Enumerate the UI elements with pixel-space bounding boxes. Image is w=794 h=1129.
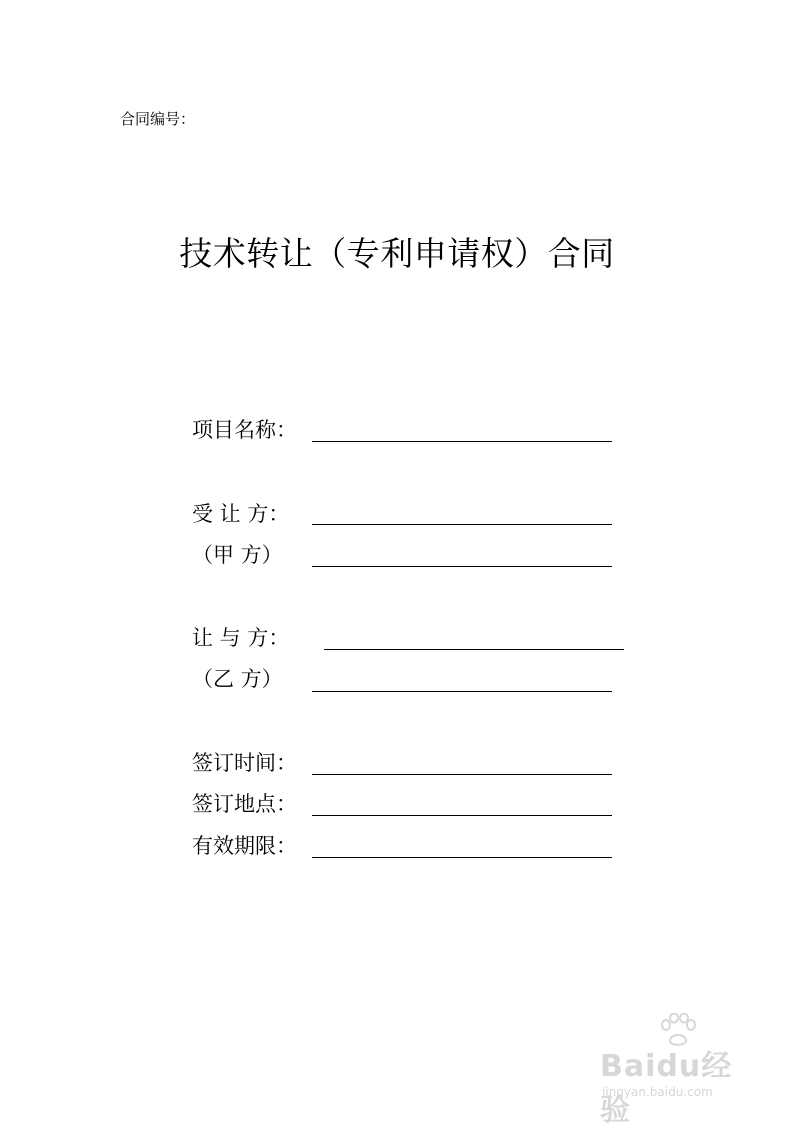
project-name-label: 项目名称： bbox=[192, 418, 297, 442]
baidu-jingyan-watermark bbox=[600, 1013, 750, 1128]
sign-place-label: 签订地点： bbox=[192, 792, 297, 816]
party-a-label: （甲 方） bbox=[192, 543, 283, 567]
sign-place-blank[interactable] bbox=[312, 815, 612, 816]
page-title: 技术转让（专利申请权）合同 bbox=[179, 234, 615, 273]
contract-number-label: 合同编号： bbox=[120, 110, 196, 128]
watermark-logo-text: Baidu经验 bbox=[600, 1049, 733, 1128]
sign-date-label: 签订时间： bbox=[192, 751, 297, 775]
transferee-label: 受 让 方： bbox=[192, 502, 290, 526]
transferee-blank[interactable] bbox=[312, 524, 612, 525]
sign-date-blank[interactable] bbox=[312, 774, 612, 775]
project-name-blank[interactable] bbox=[312, 441, 612, 442]
party-a-blank[interactable] bbox=[312, 566, 612, 567]
party-b-blank[interactable] bbox=[312, 691, 612, 692]
validity-blank[interactable] bbox=[312, 857, 612, 858]
transferor-blank[interactable] bbox=[324, 649, 624, 650]
transferor-label: 让 与 方： bbox=[192, 626, 290, 650]
party-b-label: （乙 方） bbox=[192, 667, 283, 691]
validity-label: 有效期限： bbox=[192, 834, 297, 858]
watermark-url: jingyan.baidu.com bbox=[602, 1085, 713, 1099]
